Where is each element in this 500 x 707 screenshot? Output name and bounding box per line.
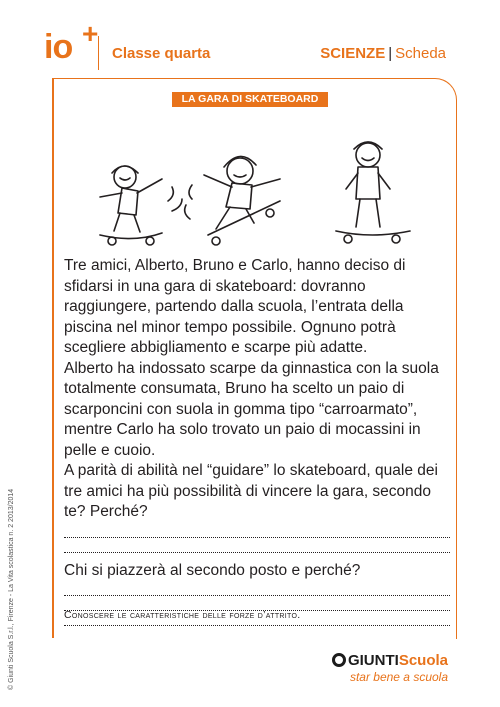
subject-label xyxy=(320,45,446,62)
publisher-name xyxy=(332,652,448,669)
skateboarders-illustration xyxy=(84,135,420,255)
question-1: A parità di abilità nel “guidare” lo skateboard, quale dei tre amici ha più possibilità di vincere la gara, secondo te? Perché? xyxy=(64,462,438,520)
content-frame-left-border xyxy=(52,78,54,638)
sheet-label: Scheda xyxy=(395,45,446,62)
publisher-brand xyxy=(332,652,448,684)
skater-kid-2 xyxy=(185,156,280,245)
logo-text: io xyxy=(44,28,73,66)
paragraph-shoes: Alberto ha indossato scarpe da ginnastica con la suola totalmente consumata, Bruno ha scelto un paio di scarponcini con suola in gomma tipo “carroarmato”, mentre Carlo ha solo trovato un paio di mocassini in pelle e cuoio. xyxy=(64,359,439,459)
subject-separator: | xyxy=(388,45,393,62)
skater-kid-1 xyxy=(100,166,182,245)
logo-plus: + xyxy=(82,18,98,49)
copyright-notice: © Giunti Scuola S.r.l., Firenze - La Vita scolastica n. 2 2013/2014 xyxy=(8,488,15,690)
answer-line-3[interactable] xyxy=(64,581,450,596)
header xyxy=(0,0,500,78)
io-plus-logo xyxy=(44,18,98,67)
answer-line-1[interactable] xyxy=(64,523,450,538)
publisher-name-a: GIUNTI xyxy=(347,652,399,669)
question-2: Chi si piazzerà al secondo posto e perché? xyxy=(64,561,361,579)
paragraph-intro: Tre amici, Alberto, Bruno e Carlo, hanno deciso di sfidarsi in una gara di skateboard: dovranno raggiungere, partendo dalla scuola, l’entrata della piscina nel minor tempo possibile. Ognuno potrà scegliere abbigliamento e scarpe più adatte. xyxy=(64,257,406,356)
skater-kid-3 xyxy=(336,142,410,243)
learning-objective: Conoscere le caratteristiche delle forze d’attrito. xyxy=(64,609,301,621)
worksheet-title: LA GARA DI SKATEBOARD xyxy=(172,92,328,107)
giunti-g-icon xyxy=(332,653,346,667)
header-divider xyxy=(98,36,99,70)
exercise-text xyxy=(64,256,454,626)
grade-label: Classe quarta xyxy=(112,45,211,62)
subject-name: SCIENZE xyxy=(320,45,386,62)
answer-line-2[interactable] xyxy=(64,538,450,553)
publisher-tagline: star bene a scuola xyxy=(349,670,448,684)
publisher-name-b: Scuola xyxy=(398,652,448,669)
